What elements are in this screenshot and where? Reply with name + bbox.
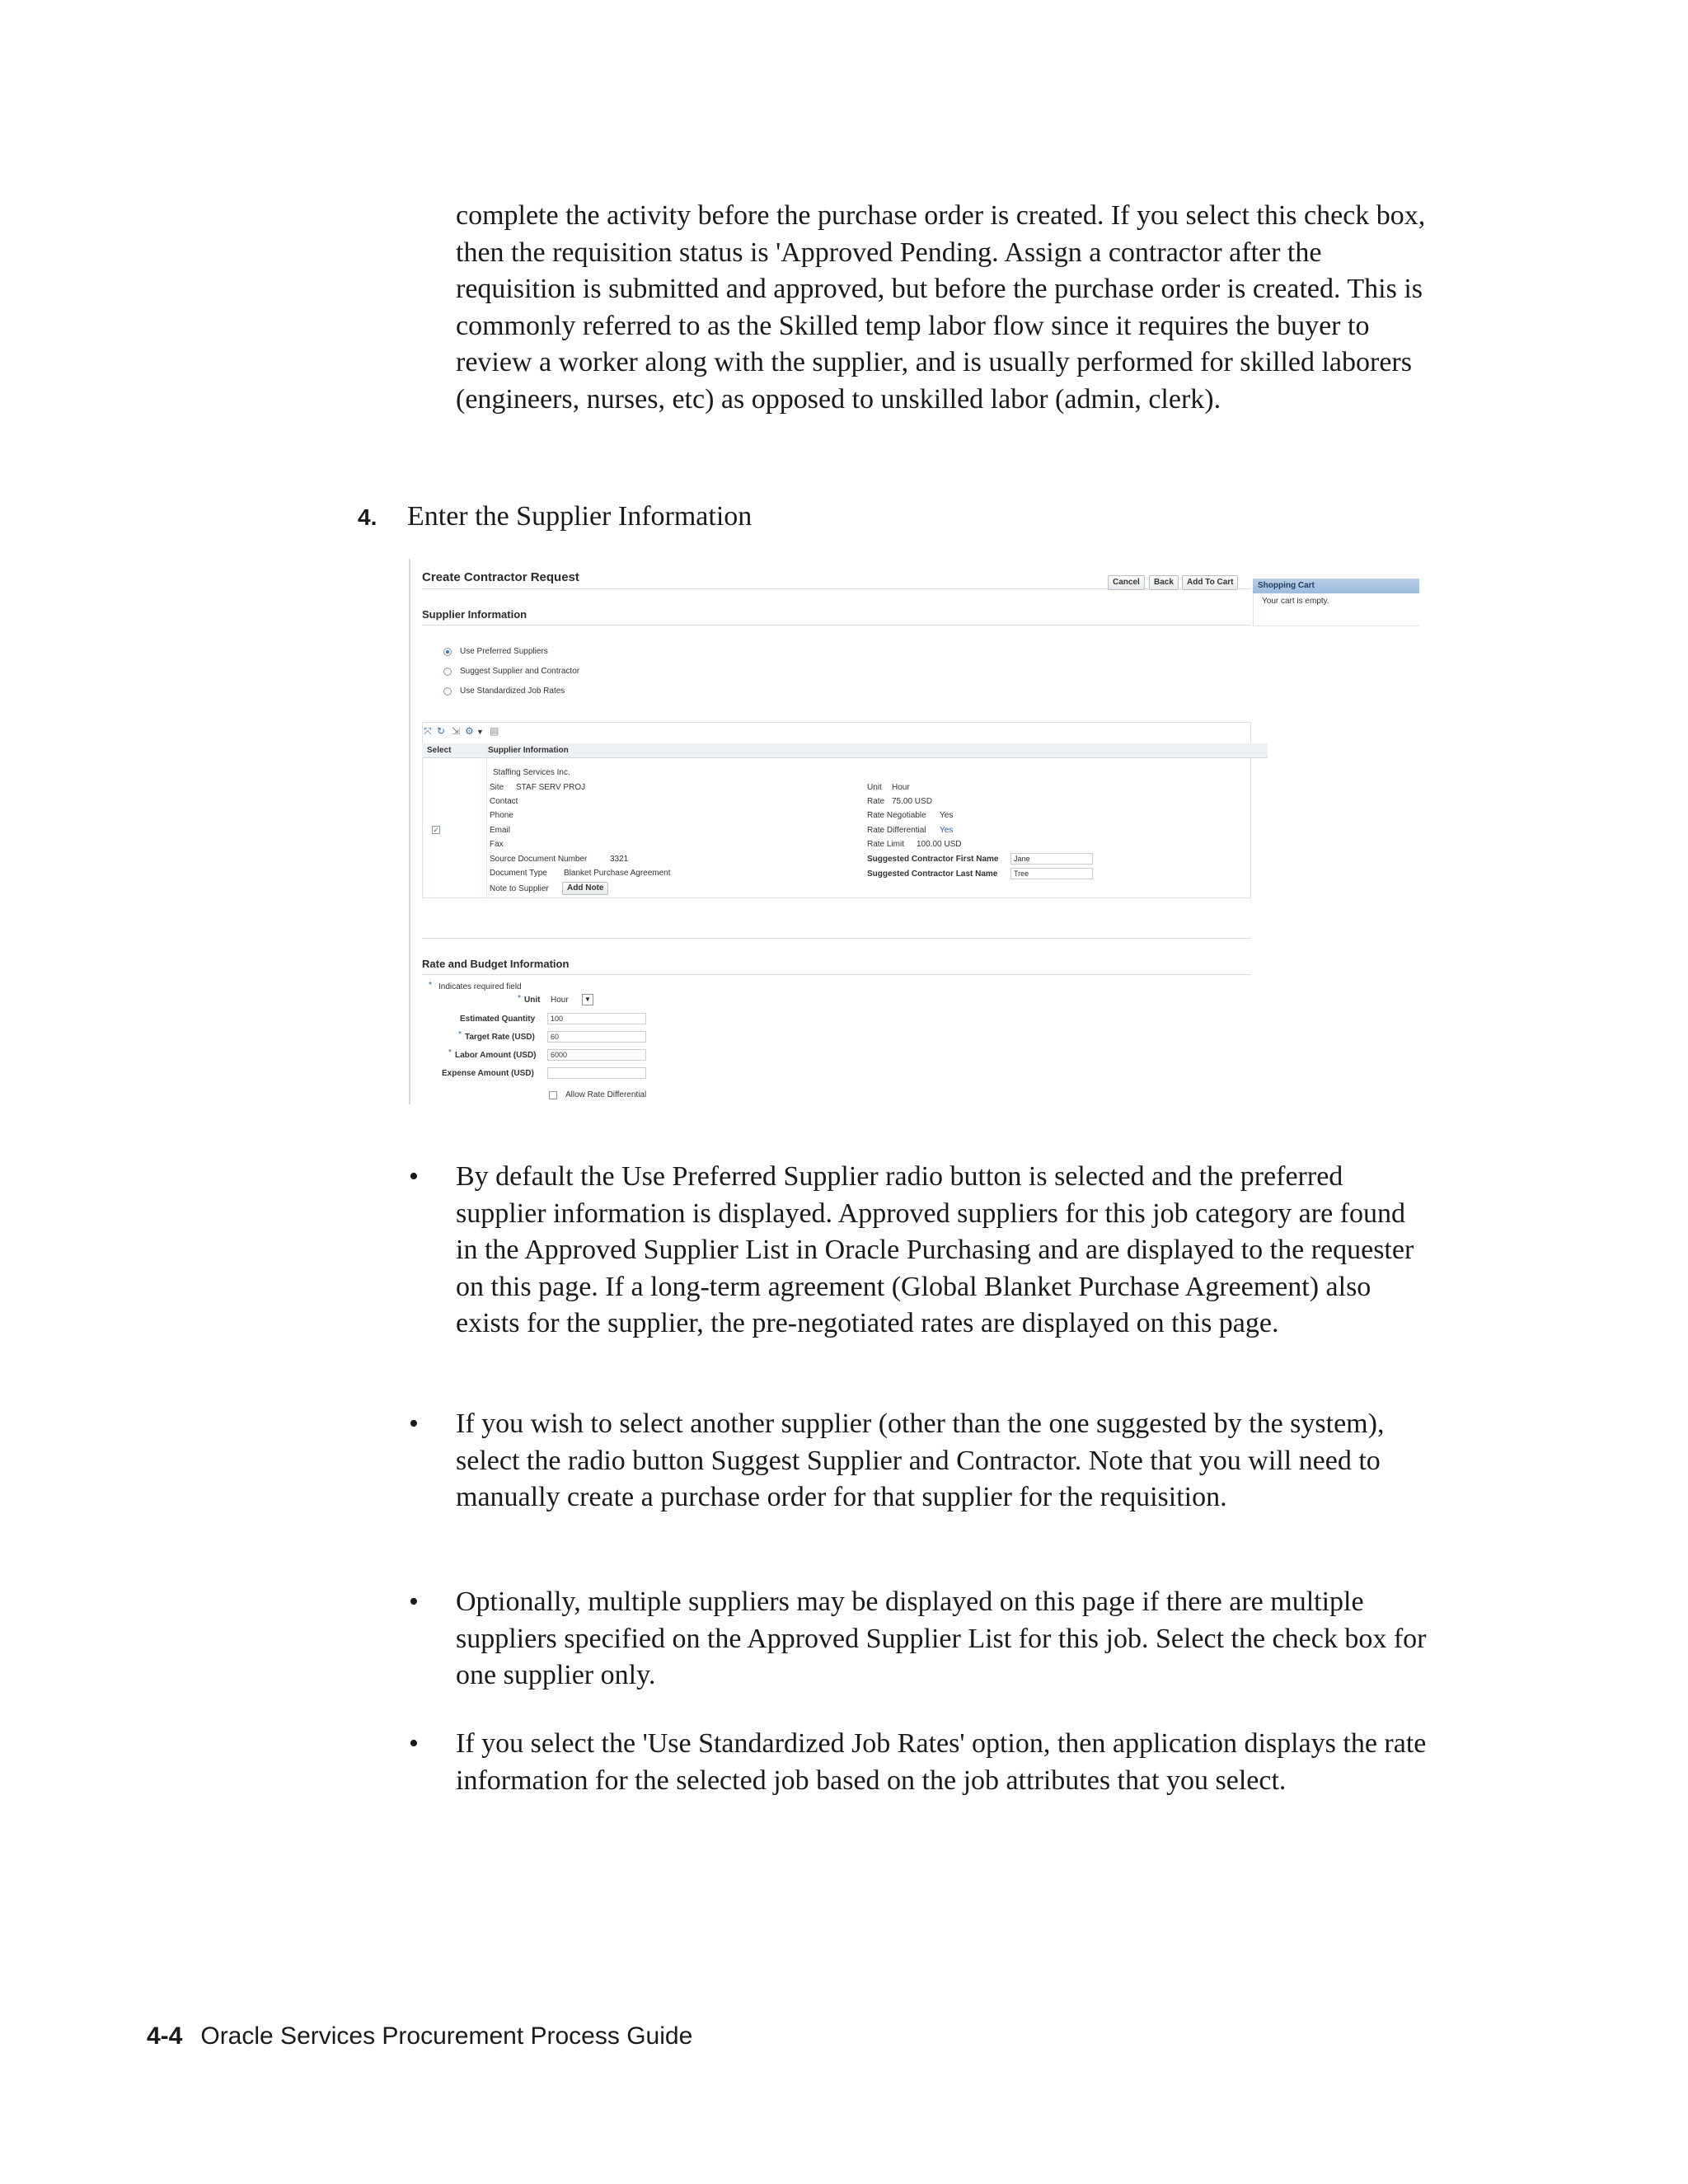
radio-suggest-supplier[interactable] xyxy=(443,668,452,676)
site-label: Site xyxy=(490,783,504,792)
note-label: Note to Supplier xyxy=(490,884,549,893)
phone-label: Phone xyxy=(490,811,513,820)
page-number: 4-4 xyxy=(147,2022,183,2050)
required-star: * xyxy=(429,981,432,990)
unit-field-label: Unit xyxy=(524,996,541,1005)
select-column-header: Select xyxy=(427,746,452,755)
bullet-dot: • xyxy=(409,1586,419,1617)
contractor-last-name-input[interactable]: Tree xyxy=(1010,868,1093,879)
contractor-first-name-input[interactable]: Jane xyxy=(1010,853,1093,865)
target-rate-input[interactable]: 60 xyxy=(547,1031,646,1043)
contact-label: Contact xyxy=(490,797,518,806)
bullet-dot: • xyxy=(409,1408,419,1439)
step-number: 4. xyxy=(358,504,377,530)
supplier-section-title: Supplier Information xyxy=(422,608,528,621)
refresh-icon[interactable]: ↻ xyxy=(437,725,446,737)
allow-rate-differential-label: Allow Rate Differential xyxy=(565,1090,647,1099)
shopping-cart-header: Shopping Cart xyxy=(1253,579,1419,593)
shopping-cart-box xyxy=(1253,593,1419,626)
unit-value: Hour xyxy=(892,783,910,792)
bullet-standardized-rates: If you select the 'Use Standardized Job Rates' option, then application displays the rate information for the selected job based on the job attributes that you select. xyxy=(456,1728,1427,1796)
source-doc-value: 3321 xyxy=(610,855,629,864)
rate-value: 75.00 USD xyxy=(892,797,932,806)
radio-label-standardized: Use Standardized Job Rates xyxy=(460,687,565,696)
supplier-name: Staffing Services Inc. xyxy=(493,768,570,777)
bullet-dot: • xyxy=(409,1161,419,1192)
add-to-cart-button[interactable]: Add To Cart xyxy=(1182,575,1238,590)
intro-paragraph: complete the activity before the purchase order is created. If you select this check box, then the requisition status is 'Approved Pending. Assign a contractor after the requisition is submitted and approved, but before the purchase order is created. This is commonly referred to as the Skilled temp labor flow since it requires the buyer to review a worker along with the supplier, and is usually performed for skilled laborers (engineers, nurses, etc) as opposed to unskilled labor (admin, clerk). xyxy=(456,200,1426,415)
bullet-multiple-suppliers: Optionally, multiple suppliers may be displayed on this page if there are multiple suppliers specified on the Approved Supplier List for this job. Select the check box for one supplier only. xyxy=(456,1586,1427,1691)
required-note: Indicates required field xyxy=(438,982,522,991)
export-icon[interactable]: ⇲ xyxy=(452,725,461,737)
rate-differential-value[interactable]: Yes xyxy=(940,826,954,835)
bullet-suggest-supplier: If you wish to select another supplier (other than the one suggested by the system), select the radio button Suggest Supplier and Contractor. Note that you will need to manually create a purchase order for that supplier for the requisition. xyxy=(456,1408,1385,1513)
expense-amount-label: Expense Amount (USD) xyxy=(442,1069,534,1078)
back-button[interactable]: Back xyxy=(1149,575,1179,590)
allow-rate-differential-checkbox[interactable] xyxy=(549,1091,557,1099)
supplier-table-header xyxy=(422,743,1268,758)
supplier-info-column-header: Supplier Information xyxy=(488,746,569,755)
doc-type-value: Blanket Purchase Agreement xyxy=(564,869,671,878)
estimated-quantity-input[interactable]: 100 xyxy=(547,1013,646,1024)
rate-label: Rate xyxy=(867,797,885,806)
estimated-quantity-label: Estimated Quantity xyxy=(460,1015,536,1024)
unit-dropdown-icon[interactable]: ▼ xyxy=(582,994,593,1005)
page-footer xyxy=(147,2022,692,2050)
labor-amount-input[interactable]: 6000 xyxy=(547,1049,646,1061)
fax-label: Fax xyxy=(490,840,504,849)
expense-amount-input[interactable] xyxy=(547,1067,646,1079)
required-star: * xyxy=(448,1048,452,1057)
required-star: * xyxy=(458,1030,462,1039)
rate-limit-label: Rate Limit xyxy=(867,840,905,849)
contractor-first-name-label: Suggested Contractor First Name xyxy=(867,855,999,864)
columns-icon[interactable]: ▤ xyxy=(490,725,499,737)
required-star: * xyxy=(518,994,521,1003)
labor-amount-label: Labor Amount (USD) xyxy=(455,1051,537,1060)
source-doc-label: Source Document Number xyxy=(490,855,588,864)
guide-title: Oracle Services Procurement Process Guide xyxy=(200,2022,693,2050)
contractor-last-name-label: Suggested Contractor Last Name xyxy=(867,869,998,879)
cancel-button[interactable]: Cancel xyxy=(1108,575,1145,590)
detach-icon[interactable]: ⤧ xyxy=(424,725,432,737)
doc-type-label: Document Type xyxy=(490,869,547,878)
gear-icon[interactable]: ⚙ xyxy=(465,725,474,737)
radio-label-preferred: Use Preferred Suppliers xyxy=(460,647,548,656)
rate-differential-label: Rate Differential xyxy=(867,826,926,835)
target-rate-label: Target Rate (USD) xyxy=(465,1033,535,1042)
bullet-preferred-supplier: By default the Use Preferred Supplier radio button is selected and the preferred supplier information is displayed. Approved suppliers for this job category are found in the Approved Supplier List in Oracle Purchasing and are displayed to the requester on this page. If a long-term agreement (Global Blanket Purchase Agreement) also exists for the supplier, the pre-negotiated rates are displayed on this page. xyxy=(456,1161,1414,1339)
rate-negotiable-label: Rate Negotiable xyxy=(867,811,926,820)
bullet-dot: • xyxy=(409,1728,419,1759)
screen-title: Create Contractor Request xyxy=(422,570,579,584)
chevron-down-icon[interactable]: ▼ xyxy=(476,728,484,736)
rate-negotiable-value: Yes xyxy=(940,811,954,820)
unit-label: Unit xyxy=(867,783,882,792)
cart-empty-text: Your cart is empty. xyxy=(1262,597,1329,606)
radio-use-preferred[interactable] xyxy=(443,648,452,656)
radio-standardized-rates[interactable] xyxy=(443,687,452,696)
site-value: STAF SERV PROJ xyxy=(516,783,586,792)
add-note-button[interactable]: Add Note xyxy=(562,882,608,895)
rate-section-title: Rate and Budget Information xyxy=(422,958,570,970)
unit-select-value[interactable]: Hour xyxy=(551,996,569,1005)
rate-limit-value: 100.00 USD xyxy=(917,840,962,849)
radio-label-suggest: Suggest Supplier and Contractor xyxy=(460,667,580,676)
email-label: Email xyxy=(490,826,511,835)
supplier-select-checkbox[interactable]: ✓ xyxy=(433,826,439,834)
contractor-request-screenshot xyxy=(409,559,1419,1104)
step-text: Enter the Supplier Information xyxy=(407,501,753,532)
